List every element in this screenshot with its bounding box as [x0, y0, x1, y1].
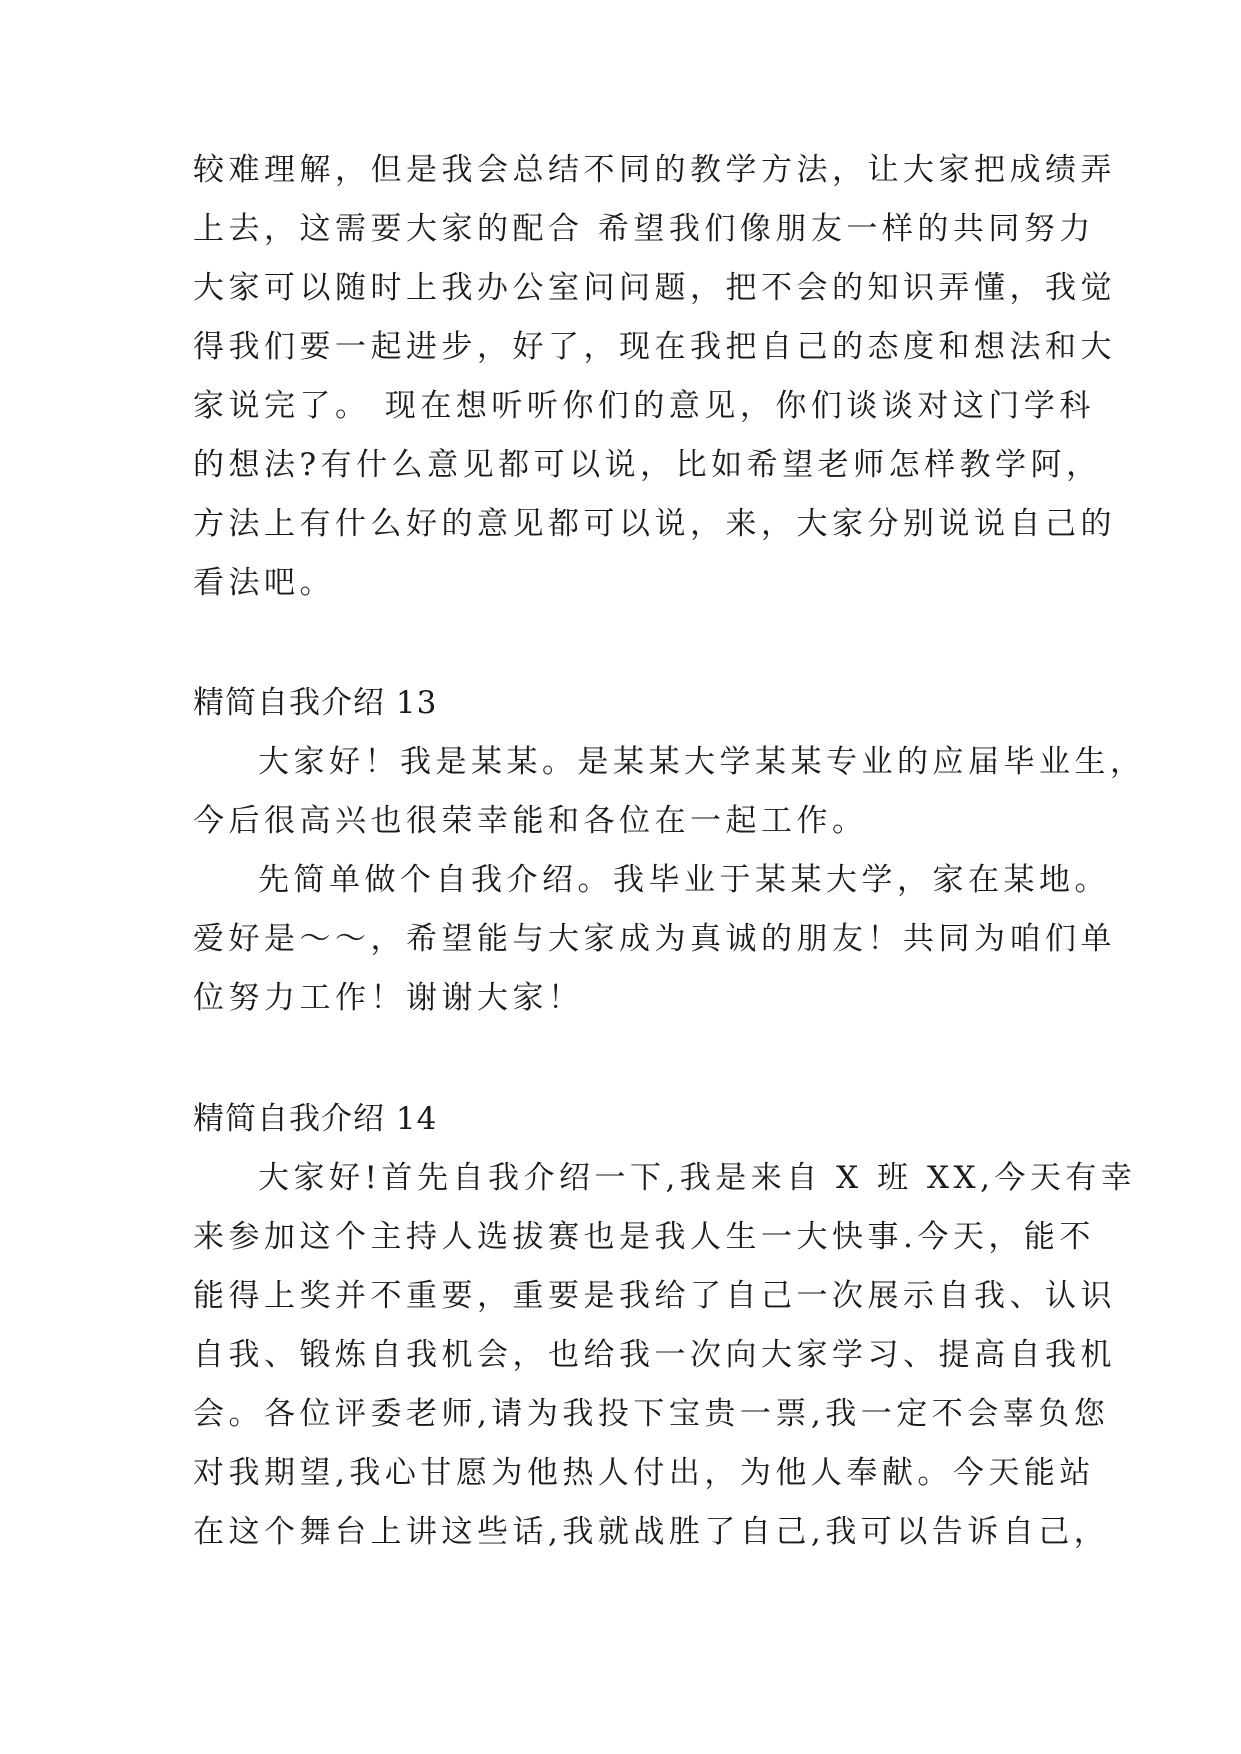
text-line: 爱好是～～，希望能与大家成为真诚的朋友！共同为咱们单 — [193, 921, 1116, 957]
text-line: 能得上奖并不重要，重要是我给了自己一次展示自我、认识 — [193, 1278, 1116, 1314]
section-heading: 精简自我介绍 13 — [193, 685, 438, 721]
text-line: 大家可以随时上我办公室问问题，把不会的知识弄懂，我觉 — [193, 270, 1116, 306]
text-line: 位努力工作！谢谢大家！ — [193, 980, 584, 1016]
text-line: 的想法?有什么意见都可以说，比如希望老师怎样教学阿， — [193, 447, 1102, 483]
section-heading: 精简自我介绍 14 — [193, 1101, 438, 1137]
text-line: 大家好!首先自我介绍一下,我是来自 X 班 XX,今天有幸 — [258, 1160, 1137, 1196]
text-line: 得我们要一起进步，好了，现在我把自己的态度和想法和大 — [193, 329, 1116, 365]
text-line: 方法上有什么好的意见都可以说，来，大家分别说说自己的 — [193, 506, 1116, 542]
text-line: 先简单做个自我介绍。我毕业于某某大学，家在某地。 — [258, 862, 1110, 898]
text-line: 较难理解，但是我会总结不同的教学方法，让大家把成绩弄 — [193, 152, 1116, 188]
text-line: 对我期望,我心甘愿为他热人付出，为他人奉献。今天能站 — [193, 1455, 1095, 1491]
text-line: 来参加这个主持人选拔赛也是我人生一大快事.今天，能不 — [193, 1219, 1095, 1255]
text-line: 看法吧。 — [193, 565, 335, 601]
text-line: 自我、锻炼自我机会，也给我一次向大家学习、提高自我机 — [193, 1337, 1116, 1373]
text-line: 大家好！我是某某。是某某大学某某专业的应届毕业生， — [258, 744, 1146, 780]
text-line: 上去，这需要大家的配合 希望我们像朋友一样的共同努力 — [193, 211, 1095, 247]
text-line: 今后很高兴也很荣幸能和各位在一起工作。 — [193, 803, 868, 839]
text-line: 会。各位评委老师,请为我投下宝贵一票,我一定不会辜负您 — [193, 1396, 1110, 1432]
text-line: 在这个舞台上讲这些话,我就战胜了自己,我可以告诉自己， — [193, 1514, 1110, 1550]
text-line: 家说完了。 现在想听听你们的意见，你们谈谈对这门学科 — [193, 388, 1095, 424]
